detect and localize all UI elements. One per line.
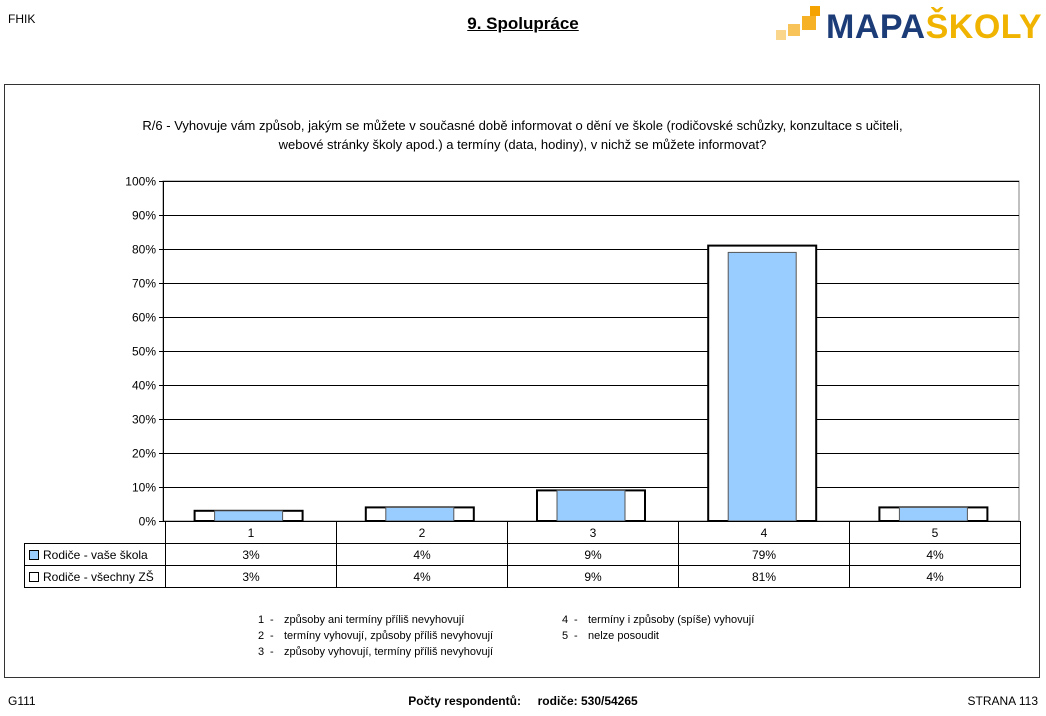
bar-your-school — [899, 507, 967, 521]
table-row-series-school — [25, 544, 1021, 566]
series-label: Rodiče - všechny ZŠ — [25, 566, 166, 588]
data-cell: 3% — [166, 566, 337, 588]
y-tick-label: 60% — [131, 310, 156, 325]
logo-text-mapa: MAPA — [826, 8, 926, 46]
legend-note: 2 - termíny vyhovují, způsoby příliš nevyhovují — [258, 630, 494, 642]
legend-note: 3 - způsoby vyhovují, termíny příliš nevyhovují — [258, 646, 494, 658]
bar-your-school — [728, 252, 796, 521]
data-cell: 4% — [850, 566, 1021, 588]
y-tick-label: 80% — [131, 242, 156, 257]
table-corner — [25, 522, 166, 544]
category-legend-right — [562, 612, 754, 644]
category-legend-left — [258, 612, 493, 660]
data-cell: 9% — [508, 566, 679, 588]
y-tick-label: 90% — [131, 208, 156, 223]
data-cell: 4% — [850, 544, 1021, 566]
y-tick-label: 100% — [125, 174, 156, 189]
y-tick-label: 50% — [131, 344, 156, 359]
data-cell: 9% — [508, 544, 679, 566]
legend-key-all — [29, 572, 39, 582]
bar-your-school — [386, 507, 454, 521]
y-tick-label: 40% — [131, 378, 156, 393]
y-tick-label: 0% — [138, 514, 156, 529]
data-cell: 81% — [679, 566, 850, 588]
footer-code: G111 — [8, 694, 36, 708]
legend-key-school — [29, 550, 39, 560]
category-label: 3 — [508, 522, 679, 544]
y-tick-label: 70% — [131, 276, 156, 291]
data-cell: 3% — [166, 544, 337, 566]
category-label: 1 — [166, 522, 337, 544]
legend-note: 5 - nelze posoudit — [562, 630, 659, 642]
bar-your-school — [215, 511, 283, 521]
data-cell: 79% — [679, 544, 850, 566]
chart-title-line1: R/6 - Vyhovuje vám způsob, jakým se můžete v současné době informovat o dění ve škole (rodičovské schůzky, konzultace s učiteli, — [142, 118, 903, 133]
section-title: 9. Spolupráce — [467, 14, 579, 33]
footer-page-number: STRANA 113 — [967, 694, 1038, 708]
table-header-row — [25, 522, 1021, 544]
school-code: FHIK — [8, 12, 36, 26]
logo-text-skoly: ŠKOLY — [925, 8, 1043, 46]
chart-title-line2: webové stránky školy apod.) a termíny (data, hodiny), v nichž se můžete informovat? — [278, 137, 767, 152]
table-row-series-all — [25, 566, 1021, 588]
y-tick-label: 10% — [131, 480, 156, 495]
data-cell: 4% — [337, 566, 508, 588]
y-tick-label: 20% — [131, 446, 156, 461]
series-label: Rodiče - vaše škola — [25, 544, 166, 566]
category-label: 5 — [850, 522, 1021, 544]
category-label: 4 — [679, 522, 850, 544]
data-cell: 4% — [337, 544, 508, 566]
y-tick-label: 30% — [131, 412, 156, 427]
legend-note: 1 - způsoby ani termíny příliš nevyhovují — [258, 614, 465, 626]
bar-your-school — [557, 490, 625, 521]
data-table — [24, 521, 1021, 588]
category-label: 2 — [337, 522, 508, 544]
footer-respondents: Počty respondentů: rodiče: 530/54265 — [408, 694, 638, 708]
legend-note: 4 - termíny i způsoby (spíše) vyhovují — [562, 614, 755, 626]
